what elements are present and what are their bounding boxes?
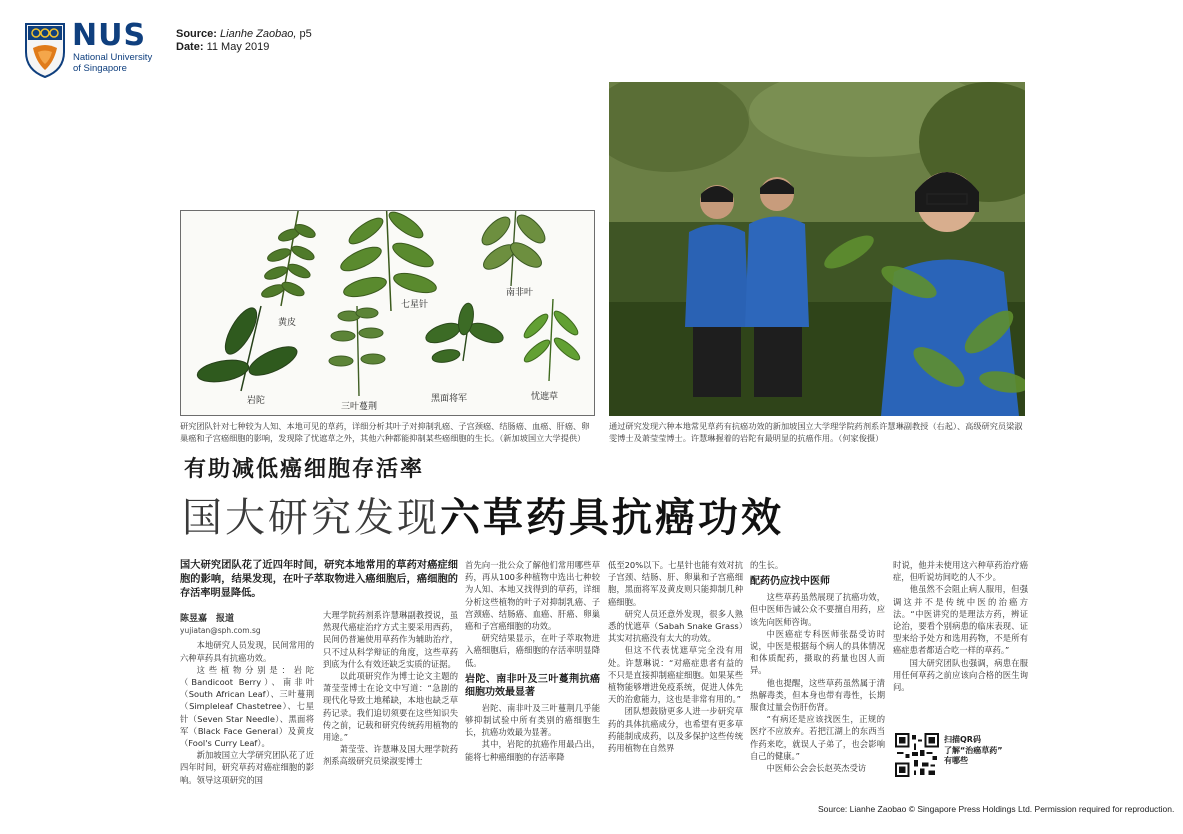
researchers-photo	[609, 82, 1025, 416]
sanyemanjing-plant	[329, 306, 385, 396]
nanfeiye-plant	[478, 211, 550, 286]
youzhecao-plant	[521, 299, 582, 381]
article-column-1: 陈昱嘉 报道 yujiatan@sph.com.sg 本地研究人员发现，民间常用的六种草药具有抗癌功效。 这些植物分别是：岩陀（Bandicoot Berry）、南非叶（South African Leaf）、三叶蔓荆（Simpleleaf Chastetree）、七星针（Seven Star Needle）、黑面将军（Black Face General）及黄皮（Fool's Curry Leaf）。 新加坡国立大学研究团队花了近四年时间，研究草药对癌症细胞的影响。领导这项研究的国	[180, 614, 314, 785]
byline-email: yujiatan@sph.com.sg	[180, 626, 261, 636]
plants-photo	[180, 210, 595, 416]
date-line: Date: 11 May 2019	[176, 41, 270, 53]
nus-logo	[24, 18, 154, 82]
qr-instructions: 扫描QR码 了解“治癌草药” 有哪些	[944, 735, 1003, 765]
plants-caption: 研究团队针对七种较为人知、本地可见的草药，详细分析其叶子对抑制乳癌、子宫颈癌、结肠癌、血癌、肝癌、卵巢癌和子宫癌细胞的影响，发现除了忧遮草之外，其他六种都能抑制某些癌细胞的生长。（新加坡国立大学提供）	[180, 421, 590, 443]
article-column-2: 大理学院药剂系许慧琳副教授说，虽然现代癌症治疗方式主要采用西药，民间仍普遍使用草药作为辅助治疗，只不过从科学辩证的角度，这些草药到底为什么有效还缺乏实质的证据。 以此项研究作为博士论文主题的萧莹莹博士在论文中写道：“急剧的现代化导致土地稀缺，本地也缺乏草药记录。我们追切须要在这些知识失传之前，记载和研究传统药用植物的用途。” 萧莹莹、许慧琳及国大理学院药剂系高级研究员梁淑雯博士	[323, 610, 458, 767]
copyright-footer: Source: Lianhe Zaobao © Singapore Press Holdings Ltd. Permission required for reproduction.	[818, 804, 1175, 814]
headline-kicker: 有助减低癌细胞存活率	[184, 457, 425, 482]
byline: 陈昱嘉 报道	[180, 614, 235, 624]
label-qixingzhen: 七星针	[401, 300, 429, 310]
qixingzhen-plant	[338, 211, 439, 311]
nus-crest-icon	[24, 22, 66, 78]
label-heimianjiangjun: 黑面将军	[431, 394, 468, 404]
subhead-tcm: 配药仍应找中医师	[750, 576, 830, 588]
source-line: Source: Lianhe Zaobao, p5	[176, 28, 312, 40]
label-yantuo: 岩陀	[247, 396, 266, 406]
researchers-caption: 通过研究发现六种本地常见草药有抗癌功效的新加坡国立大学理学院药剂系许慧琳副教授（右起）、高级研究员梁淑雯博士及萧莹莹博士。许慧琳握着的岩陀有最明显的抗癌作用。（何家俊摄）	[609, 421, 1023, 443]
logo-subtitle: National University of Singapore	[73, 52, 153, 74]
article-column-5: 的生长。 配药仍应找中医师 这些草药虽然展现了抗癌功效，但中医师告诫公众不要擅自用药，应该先向医师咨询。 中医癌症专科医师张磊受访时说，中医是根据每个病人的具体情况和体质配药，摄取的药量也因人而异。 他也提醒，这些草药虽然属于清热解毒类，但本身也带有毒性，长期服食过量会伤肝伤肾。 “有病还是应该找医生，正规的医疗不应放弃。若把江湖上的东西当作药来吃，就误人子弟了，也会影响自己的健康。” 中医师公会会长赵英杰受访	[750, 560, 885, 774]
label-sanyemanjing: 三叶蔓荆	[341, 402, 378, 412]
researchers-illustration	[609, 82, 1025, 416]
article-lede: 国大研究团队花了近四年时间，研究本地常用的草药对癌症细胞的影响，结果发现，在叶子萃取物进入癌细胞后，癌细胞的存活率明显降低。	[180, 560, 458, 599]
huangpi-plant	[260, 211, 317, 306]
label-huangpi: 黄皮	[278, 318, 297, 328]
logo-wordmark: NUS	[72, 18, 147, 53]
source-meta	[176, 28, 312, 54]
label-nanfeiye: 南非叶	[506, 288, 534, 298]
article-column-4: 低至20%以下。七星针也能有效对抗子宫颈、结肠、肝、卵巢和子宫癌细胞，黑面将军及黄皮则只能抑制几种癌细胞。 研究人员还意外发现，很多人熟悉的忧遮草（Sabah Snake Grass）其实对抗癌没有太大的功效。 但这不代表忧遮草完全没有用处。许慧琳说：“对癌症患者有益的不只是直接抑制癌症细胞。如果某些植物能够增进免疫系统，促进人体先天的治愈能力，这也是非常有用的。” 团队想鼓励更多人进一步研究草药的具体抗癌成分，也希望有更多草药能制成成药，以及多保护这些传统药用植物在自然界	[608, 560, 743, 754]
headline-main: 国大研究发现六草药具抗癌功效	[182, 495, 784, 541]
article-column-6: 时说，他并未使用这六种草药治疗癌症，但听说坊间吃的人不少。 他虽然不会阻止病人服用，但强调这并不是传统中医的治癌方法。“中医讲究的是理法方药，辨证论治，要看个别病患的临床表现、证型来给予处方和选用药物，不是所有癌症患者都适合吃一样的草药。” 国大研究团队也强调，病患在服用任何草药之前应该向合格的医生询问。	[893, 560, 1028, 693]
herb-leaves-illustration	[181, 211, 595, 416]
heimianjiangjun-plant	[423, 302, 505, 364]
article-column-3: 首先向一批公众了解他们常用哪些草药，再从100多种植物中选出七种较为人知、本地又找得到的草药，详细分析这些植物的叶子对抑制乳癌、子宫颈癌、结肠癌、血癌、肝癌、卵巢癌和子宫癌细胞的功效。 研究结果显示，在叶子萃取物进入癌细胞后，癌细胞的存活率明显降低。 岩陀、南非叶及三叶蔓荆抗癌细胞功效最显著 岩陀、南非叶及三叶蔓荆几乎能够抑制试验中所有类别的癌细胞生长，抗癌功效最为显著。 其中，岩陀的抗癌作用最凸出，能将七种癌细胞的存活率降	[465, 560, 600, 762]
qr-code-icon[interactable]	[895, 733, 939, 777]
label-youzhecao: 忧遮草	[531, 392, 559, 402]
subhead-yantuo: 岩陀、南非叶及三叶蔓荆抗癌细胞功效最显著	[465, 673, 600, 698]
